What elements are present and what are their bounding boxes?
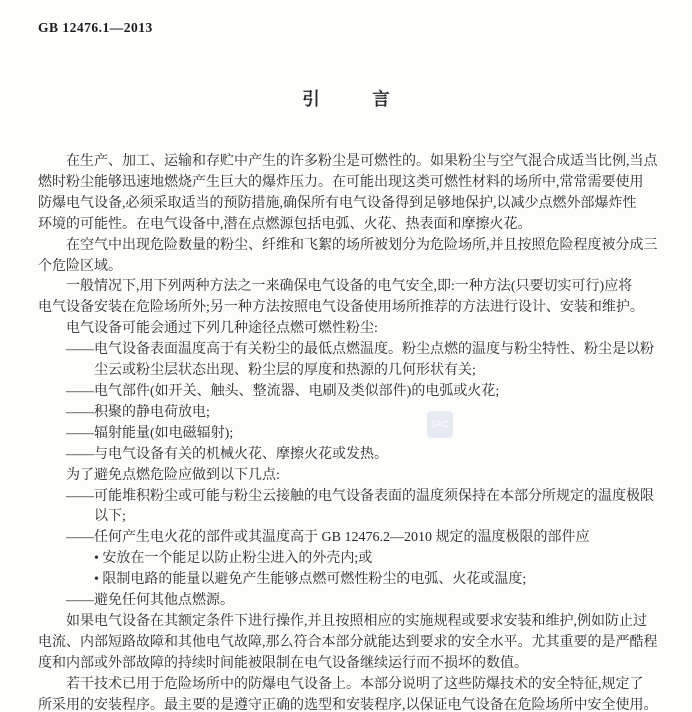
text-line: 如果电气设备在其额定条件下进行操作,并且按照相应的实施规程或要求安装和维护,例如防止过 xyxy=(66,613,647,629)
text-line: 防爆电气设备,必须采取适当的预防措施,确保所有电气设备得到足够地保护,以减少点燃外部爆炸性 xyxy=(38,195,637,211)
list-item-line: ——可能堆积粉尘或可能与粉尘云接触的电气设备表面的温度须保持在本部分所规定的温度极限 xyxy=(66,488,654,504)
text-line: 一般情况下,用下列两种方法之一来确保电气设备的电气安全,即:一种方法(只要切实可行)应将 xyxy=(66,279,633,295)
standard-number: GB 12476.1—2013 xyxy=(38,20,153,35)
text-line: 在生产、加工、运输和存贮中产生的许多粉尘是可燃性的。如果粉尘与空气混合成适当比例,当点 xyxy=(66,154,658,169)
list-item-line: 以下; xyxy=(94,509,126,525)
text-line: 为了避免点燃危险应做到以下几点: xyxy=(66,467,280,483)
text-line: 电气设备可能会通过下列几种途径点燃可燃性粉尘: xyxy=(66,321,378,337)
list-item-line: ——辐射能量(如电磁辐射); xyxy=(66,425,234,441)
text-line: 在空气中出现危险数量的粉尘、纤维和飞絮的场所被划分为危险场所,并且按照危险程度被分成三 xyxy=(66,237,658,253)
list-item-line: ——积聚的静电荷放电; xyxy=(66,404,210,420)
text-line: 个危险区域。 xyxy=(38,258,122,274)
list-item-line: ——避免任何其他点燃源。 xyxy=(66,593,234,609)
bullet-item-line: • 安放在一个能足以防止粉尘进入的外壳内;或 xyxy=(94,551,373,567)
text-line: 所采用的安装程序。最主要的是遵守正确的选型和安装程序,以保证电气设备在危险场所中安全使用。 xyxy=(38,697,658,712)
text-line: 电流、内部短路故障和其他电气故障,那么符合本部分就能达到要求的安全水平。尤其重要的是严酷程 xyxy=(38,634,658,650)
text-line: 电气设备安装在危险场所外;另一种方法按照电气设备使用场所推荐的方法进行设计、安装和维护。 xyxy=(38,300,644,316)
text-line: 燃时粉尘能够迅速地燃烧产生巨大的爆炸压力。在可能出现这类可燃性材料的场所中,常常需要使用 xyxy=(38,174,644,190)
list-item-line: ——电气部件(如开关、触头、整流器、电刷及类似部件)的电弧或火花; xyxy=(66,383,500,399)
bullet-item-line: • 限制电路的能量以避免产生能够点燃可燃性粉尘的电弧、火花或温度; xyxy=(94,572,527,588)
text-line: 度和内部或外部故障的持续时间能被限制在电气设备继续运行而不损坏的数值。 xyxy=(38,655,528,671)
text-line: 环境的可能性。在电气设备中,潜在点燃源包括电弧、火花、热表面和摩擦火花。 xyxy=(38,216,532,232)
text-line: 若干技术已用于危险场所中的防爆电气设备上。本部分说明了这些防爆技术的安全特征,规定了 xyxy=(66,676,644,692)
list-item-line: ——任何产生电火花的部件或其温度高于 GB 12476.2—2010 规定的温度极限的部件应 xyxy=(66,530,590,546)
list-item-line: ——与电气设备有关的机械火花、摩擦火花或发热。 xyxy=(66,446,388,462)
list-item-line: ——电气设备表面温度高于有关粉尘的最低点燃温度。粉尘点燃的温度与粉尘特性、粉尘是以粉 xyxy=(66,342,654,358)
sac-watermark: SAC xyxy=(427,411,453,438)
section-title: 引 言 xyxy=(302,89,390,109)
list-item-line: 尘云或粉尘层状态出现、粉尘层的厚度和热源的几何形状有关; xyxy=(94,363,476,379)
document-body xyxy=(38,152,658,712)
